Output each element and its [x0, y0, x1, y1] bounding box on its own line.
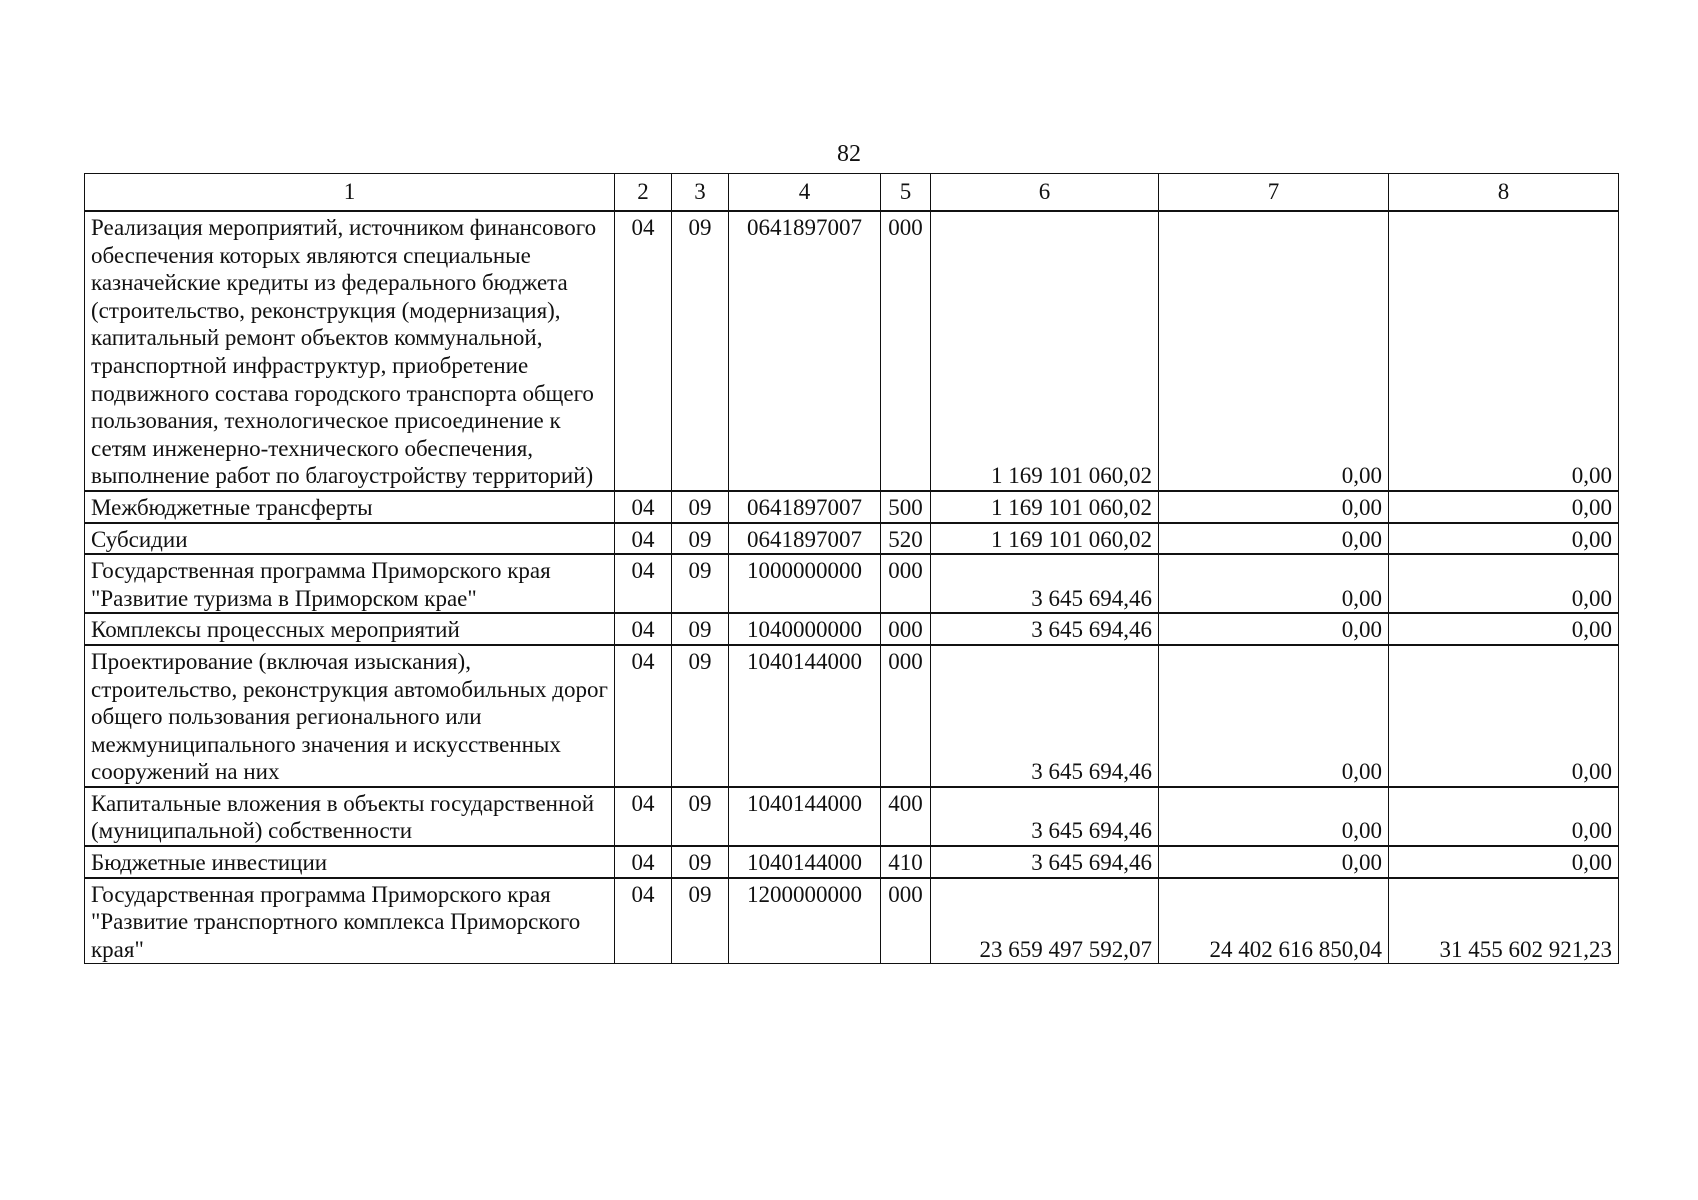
- budget-table: [84, 173, 1619, 964]
- amount-col7-cell: 0,00: [1159, 846, 1389, 878]
- row-name-cell: Субсидии: [85, 523, 615, 555]
- row-name-cell: Проектирование (включая изыскания), строительство, реконструкция автомобильных дорог общего пользования регионального или межмуниципального значения и искусственных сооружений на них: [85, 645, 615, 787]
- section-code-cell: 04: [615, 211, 672, 491]
- table-row: [85, 554, 1619, 613]
- header-cell: 2: [615, 174, 672, 212]
- table-row: [85, 523, 1619, 555]
- row-name-cell: Государственная программа Приморского края "Развитие туризма в Приморском крае": [85, 554, 615, 613]
- amount-col7-cell: 0,00: [1159, 523, 1389, 555]
- expense-type-cell: 000: [881, 554, 931, 613]
- expense-type-cell: 400: [881, 787, 931, 846]
- expense-type-cell: 000: [881, 211, 931, 491]
- header-cell: 1: [85, 174, 615, 212]
- table-row: [85, 787, 1619, 846]
- amount-col6-cell: 1 169 101 060,02: [931, 491, 1159, 523]
- target-article-cell: 1200000000: [729, 878, 881, 964]
- amount-col8-cell: 0,00: [1389, 491, 1619, 523]
- section-code-cell: 04: [615, 491, 672, 523]
- target-article-cell: 1040000000: [729, 613, 881, 645]
- amount-col6-cell: 3 645 694,46: [931, 554, 1159, 613]
- amount-col8-cell: 0,00: [1389, 211, 1619, 491]
- amount-col6-cell: 1 169 101 060,02: [931, 523, 1159, 555]
- subsection-code-cell: 09: [672, 211, 729, 491]
- table-row: [85, 878, 1619, 964]
- header-cell: 3: [672, 174, 729, 212]
- row-name-cell: Капитальные вложения в объекты государственной (муниципальной) собственности: [85, 787, 615, 846]
- row-name-cell: Бюджетные инвестиции: [85, 846, 615, 878]
- header-cell: 8: [1389, 174, 1619, 212]
- target-article-cell: 1040144000: [729, 846, 881, 878]
- subsection-code-cell: 09: [672, 878, 729, 964]
- expense-type-cell: 410: [881, 846, 931, 878]
- header-cell: 7: [1159, 174, 1389, 212]
- header-cell: 5: [881, 174, 931, 212]
- amount-col6-cell: 3 645 694,46: [931, 846, 1159, 878]
- expense-type-cell: 500: [881, 491, 931, 523]
- expense-type-cell: 520: [881, 523, 931, 555]
- amount-col8-cell: 0,00: [1389, 613, 1619, 645]
- amount-col8-cell: 0,00: [1389, 787, 1619, 846]
- subsection-code-cell: 09: [672, 613, 729, 645]
- table-row: [85, 613, 1619, 645]
- subsection-code-cell: 09: [672, 846, 729, 878]
- subsection-code-cell: 09: [672, 491, 729, 523]
- row-name-cell: Комплексы процессных мероприятий: [85, 613, 615, 645]
- amount-col7-cell: 0,00: [1159, 554, 1389, 613]
- header-row: [85, 174, 1619, 212]
- amount-col8-cell: 31 455 602 921,23: [1389, 878, 1619, 964]
- table-row: [85, 846, 1619, 878]
- amount-col7-cell: 0,00: [1159, 211, 1389, 491]
- section-code-cell: 04: [615, 787, 672, 846]
- amount-col8-cell: 0,00: [1389, 645, 1619, 787]
- target-article-cell: 1040144000: [729, 645, 881, 787]
- expense-type-cell: 000: [881, 645, 931, 787]
- expense-type-cell: 000: [881, 613, 931, 645]
- row-name-cell: Межбюджетные трансферты: [85, 491, 615, 523]
- amount-col6-cell: 1 169 101 060,02: [931, 211, 1159, 491]
- amount-col7-cell: 0,00: [1159, 491, 1389, 523]
- subsection-code-cell: 09: [672, 523, 729, 555]
- amount-col6-cell: 23 659 497 592,07: [931, 878, 1159, 964]
- table-row: [85, 491, 1619, 523]
- section-code-cell: 04: [615, 523, 672, 555]
- section-code-cell: 04: [615, 645, 672, 787]
- header-cell: 6: [931, 174, 1159, 212]
- amount-col6-cell: 3 645 694,46: [931, 645, 1159, 787]
- section-code-cell: 04: [615, 613, 672, 645]
- target-article-cell: 0641897007: [729, 211, 881, 491]
- amount-col6-cell: 3 645 694,46: [931, 613, 1159, 645]
- target-article-cell: 1000000000: [729, 554, 881, 613]
- target-article-cell: 1040144000: [729, 787, 881, 846]
- row-name-cell: Государственная программа Приморского края "Развитие транспортного комплекса Приморского края": [85, 878, 615, 964]
- target-article-cell: 0641897007: [729, 523, 881, 555]
- subsection-code-cell: 09: [672, 787, 729, 846]
- header-cell: 4: [729, 174, 881, 212]
- section-code-cell: 04: [615, 878, 672, 964]
- amount-col8-cell: 0,00: [1389, 523, 1619, 555]
- amount-col7-cell: 0,00: [1159, 645, 1389, 787]
- table-row: [85, 645, 1619, 787]
- section-code-cell: 04: [615, 554, 672, 613]
- amount-col7-cell: 0,00: [1159, 613, 1389, 645]
- amount-col8-cell: 0,00: [1389, 554, 1619, 613]
- subsection-code-cell: 09: [672, 645, 729, 787]
- amount-col7-cell: 24 402 616 850,04: [1159, 878, 1389, 964]
- amount-col8-cell: 0,00: [1389, 846, 1619, 878]
- section-code-cell: 04: [615, 846, 672, 878]
- row-name-cell: Реализация мероприятий, источником финансового обеспечения которых являются специальные казначейские кредиты из федерального бюджета (строительство, реконструкция (модернизация), капитальный ремонт объектов коммунальной, транспортной инфраструктур, приобретение подвижного состава городского транспорта общего пользования, технологическое присоединение к сетям инженерно-технического обеспечения, выполнение работ по благоустройству территорий): [85, 211, 615, 491]
- amount-col7-cell: 0,00: [1159, 787, 1389, 846]
- amount-col6-cell: 3 645 694,46: [931, 787, 1159, 846]
- page-number: 82: [837, 141, 861, 167]
- expense-type-cell: 000: [881, 878, 931, 964]
- table-row: [85, 211, 1619, 491]
- target-article-cell: 0641897007: [729, 491, 881, 523]
- subsection-code-cell: 09: [672, 554, 729, 613]
